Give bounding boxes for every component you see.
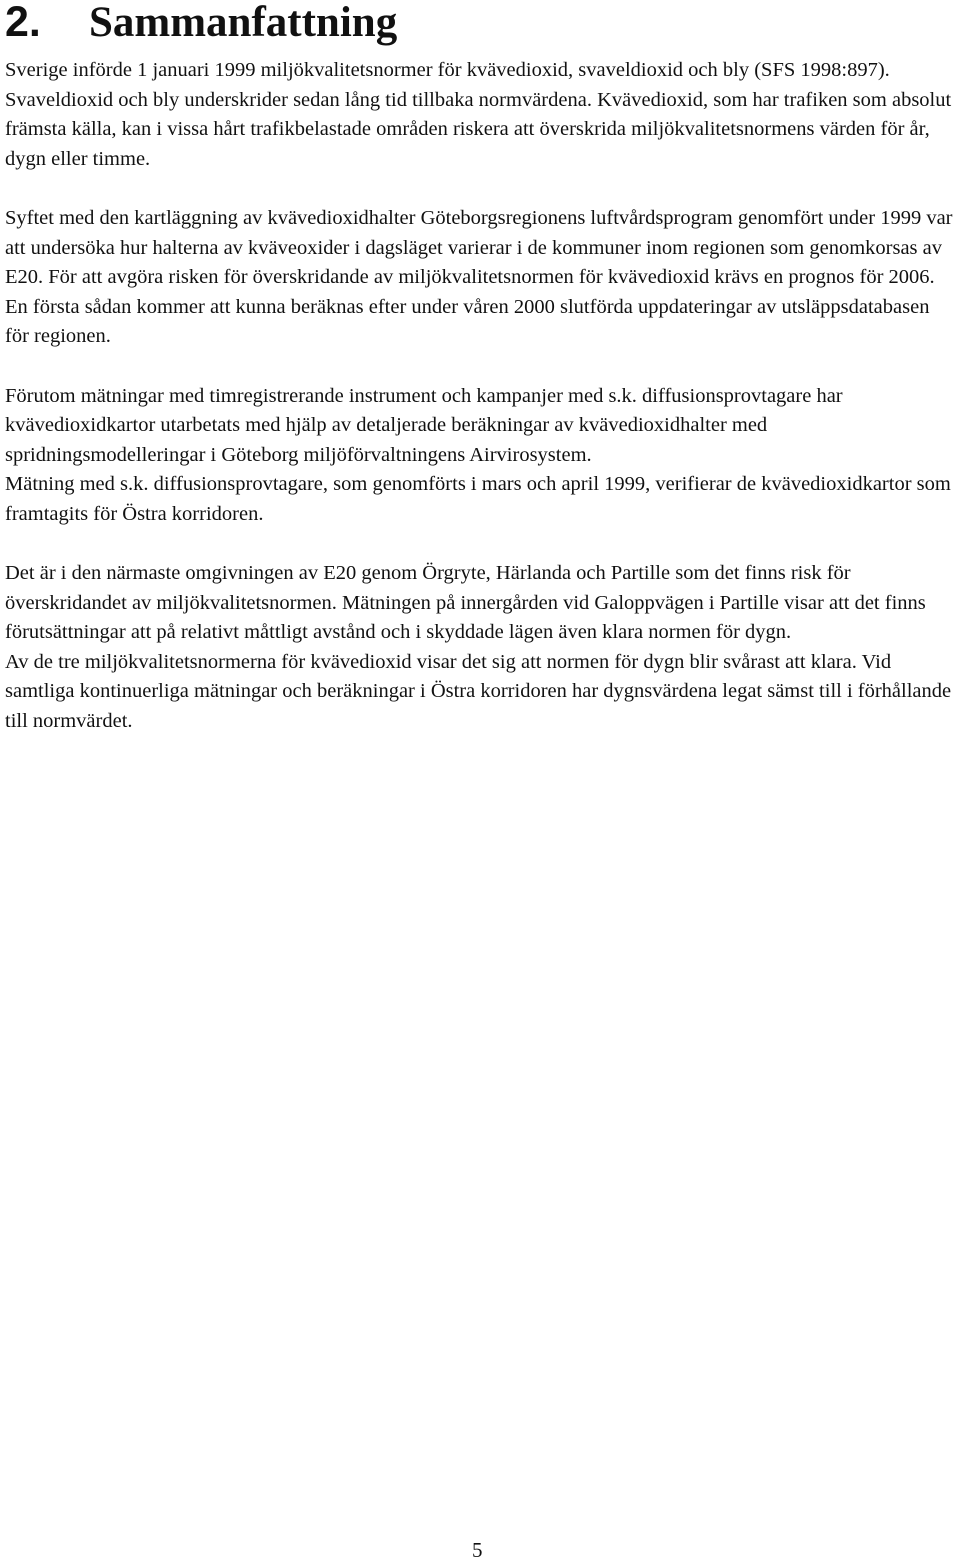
section-title: Sammanfattning (89, 0, 398, 46)
paragraph-methods: Förutom mätningar med timregistrerande instrument och kampanjer med s.k. diffusionsprovtagare har kvävedioxidkartor utarbetats med hjälp av detaljerade beräkningar av kvävedioxidhalter med spridningsmodelleringar i Göteborg miljöförvaltningens Airvirosystem. (5, 384, 843, 466)
section-heading (5, 0, 397, 45)
document-body (5, 56, 957, 766)
section-number: 2. (5, 0, 41, 46)
page-number: 5 (472, 1538, 483, 1562)
paragraph-summary-intro: Sverige införde 1 januari 1999 miljökvalitetsnormer för kvävedioxid, svaveldioxid och bly (SFS 1998:897). Svaveldioxid och bly underskrider sedan lång tid tillbaka normvärdena. Kvävedioxid, som har trafiken som absolut främsta källa, kan i vissa hårt trafikbelastade områden riskera att överskrida miljökvalitetsnormens värden för år, dygn eller timme. (5, 59, 952, 170)
paragraph-verification: Mätning med s.k. diffusionsprovtagare, som genomförts i mars och april 1999, verifierar de kvävedioxidkartor som framtagits för Östra korridoren. (5, 473, 951, 525)
paragraph-purpose: Syftet med den kartläggning av kvävedioxidhalter Göteborgsregionens luftvårdsprogram genomfört under 1999 var att undersöka hur halterna av kväveoxider i dagsläget varierar i de kommuner inom regionen som genomkorsas av E20. För att avgöra risken för överskridande av miljökvalitetsnormen för kvävedioxid krävs en prognos för 2006. En första sådan kommer att kunna beräknas efter under våren 2000 slutförda uppdateringar av utsläppsdatabasen för regionen. (5, 206, 953, 348)
paragraph-daily-norm: Av de tre miljökvalitetsnormerna för kvävedioxid visar det sig att normen för dygn blir svårast att klara. Vid samtliga kontinuerliga mätningar och beräkningar i Östra korridoren har dygnsvärdena legat sämst till i förhållande till normvärdet. (5, 650, 952, 733)
paragraph-risk-areas: Det är i den närmaste omgivningen av E20 genom Örgryte, Härlanda och Partille som det finns risk för överskridandet av miljökvalitetsnormen. Mätningen på innergården vid Galoppvägen i Partille visar att det finns förutsättningar att på relativt måttligt avstånd och i skyddade lägen även klara normen för dygn. (5, 562, 926, 644)
